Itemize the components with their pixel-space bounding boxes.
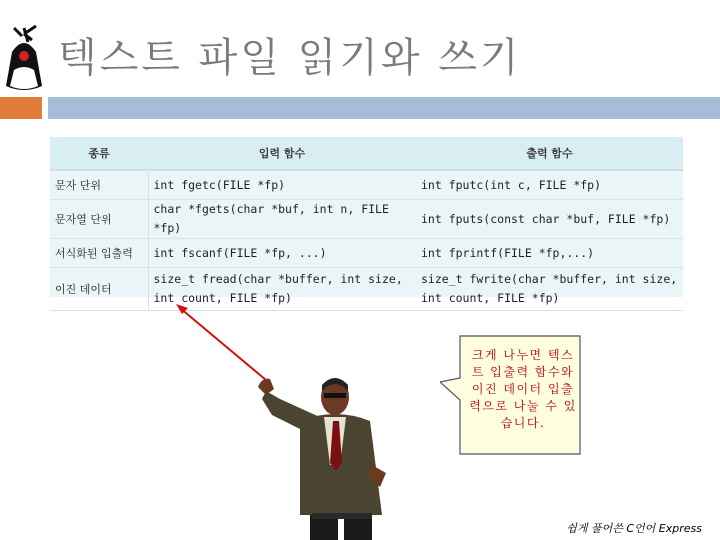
header-kind: 종류: [50, 137, 148, 170]
row-output-func: size_t fwrite(char *buffer, int size, int count, FILE *fp): [416, 268, 683, 311]
row-input-func: char *fgets(char *buf, int n, FILE *fp): [148, 200, 416, 239]
footer-book-title: 쉽게 풀어쓴 C언어 Express: [566, 522, 702, 535]
table-row: [50, 268, 683, 311]
row-input-func: int fgetc(FILE *fp): [148, 170, 416, 200]
slide-title: 텍스트 파일 읽기와 쓰기: [58, 35, 522, 81]
function-table: [50, 137, 683, 305]
header-output: 출력 함수: [416, 137, 683, 170]
table-row: [50, 200, 683, 239]
row-kind: 이진 데이터: [50, 268, 148, 311]
java-duke-logo-icon: [2, 24, 48, 94]
accent-bar-blue: [48, 97, 720, 119]
accent-bar-orange: [0, 97, 42, 119]
header-input: 입력 함수: [148, 137, 416, 170]
callout-text: 크게 나누면 텍스트 입출력 함수와 이진 데이터 입출력으로 나눌 수 있습니다.: [469, 348, 577, 430]
row-kind: 서식화된 입출력: [50, 239, 148, 268]
row-kind: 문자 단위: [50, 170, 148, 200]
row-input-func: size_t fread(char *buffer, int size, int count, FILE *fp): [148, 268, 416, 311]
row-input-func: int fscanf(FILE *fp, ...): [148, 239, 416, 268]
table-row: [50, 170, 683, 200]
row-output-func: int fputc(int c, FILE *fp): [416, 170, 683, 200]
table-header-row: [50, 137, 683, 170]
row-output-func: int fputs(const char *buf, FILE *fp): [416, 200, 683, 239]
table-row: [50, 239, 683, 268]
row-output-func: int fprintf(FILE *fp,...): [416, 239, 683, 268]
row-kind: 문자열 단위: [50, 200, 148, 239]
presenter-man-illustration: [240, 355, 410, 540]
